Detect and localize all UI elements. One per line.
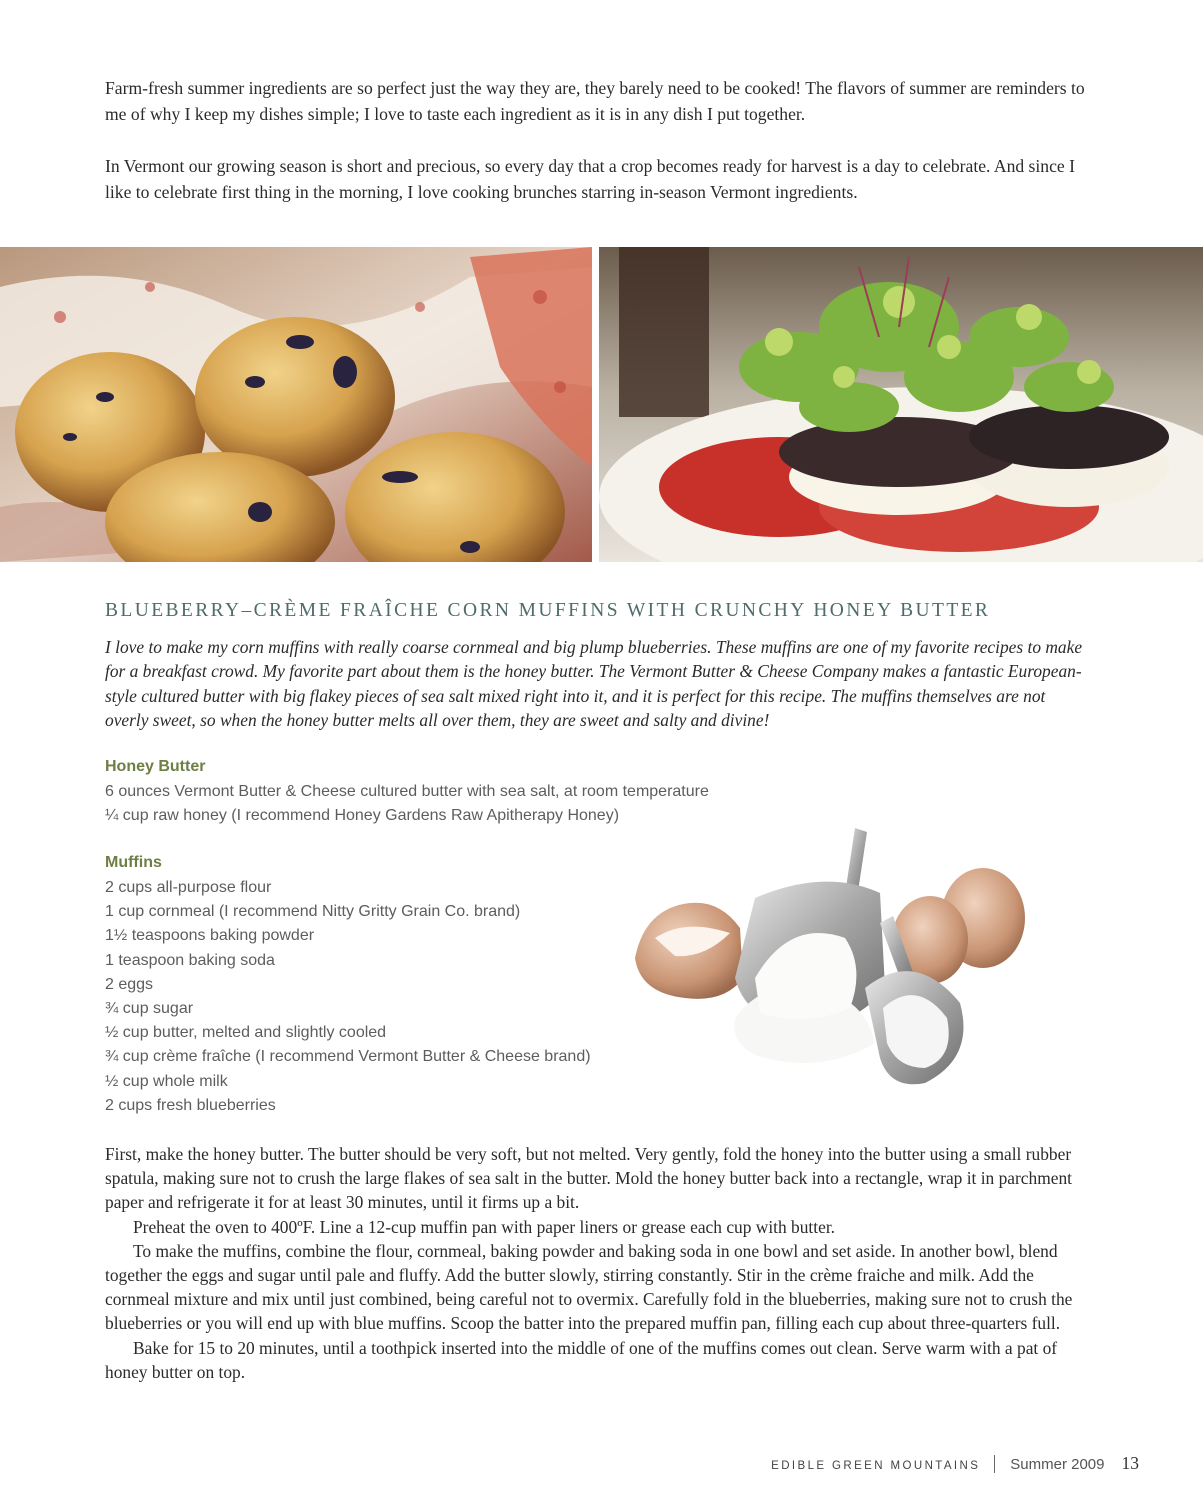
muffins-ingredients — [105, 876, 591, 1118]
ingredient-item: 1½ teaspoons baking powder — [105, 927, 315, 945]
muffins-photo — [0, 247, 592, 562]
flour-eggs-photo — [625, 828, 1025, 1098]
intro-paragraph-2 — [105, 153, 1095, 205]
salad-photo — [599, 247, 1203, 562]
ingredient-item: ½ cup butter, melted and slightly cooled — [105, 1024, 387, 1042]
ingredient-item: ¾ cup crème fraîche (I recommend Vermont Butter & Cheese brand) — [105, 1048, 591, 1066]
recipe-intro: I love to make my corn muffins with really coarse cornmeal and big plump blueberries. These muffins are one of my favorite recipes to make for a breakfast crowd. My favorite part about them is the honey butter. The Vermont Butter & Cheese Company makes a fantastic European-style cultured butter with big flakey pieces of sea salt mixed right into it, and it is perfect for this recipe. The muffins themselves are not overly sweet, so when the honey butter melts all over them, they are sweet and salty and divine! — [105, 637, 1083, 730]
intro-text-1: Farm-fresh summer ingredients are so perfect just the way they are, they barely need to be cooked! The flavors of summer are reminders to me of why I keep my dishes simple; I love to taste each ingredient as it is in any dish I put together. — [105, 78, 1085, 124]
ingredient-item: ¾ cup sugar — [105, 1000, 194, 1018]
ingredient-item: 2 cups fresh blueberries — [105, 1096, 276, 1114]
honey-butter-heading: Honey Butter — [105, 758, 206, 775]
ingredient-item: ¼ cup raw honey (I recommend Honey Gardens Raw Apitherapy Honey) — [105, 807, 620, 825]
footer-divider — [994, 1455, 995, 1473]
ingredient-item: ½ cup whole milk — [105, 1072, 228, 1090]
issue-date: Summer 2009 — [1010, 1456, 1105, 1473]
method-paragraph: Preheat the oven to 400ºF. Line a 12-cup muffin pan with paper liners or grease each cup with butter. — [133, 1216, 835, 1237]
ingredient-item: 6 ounces Vermont Butter & Cheese cultured butter with sea salt, at room temperature — [105, 783, 709, 800]
muffins-heading: Muffins — [105, 854, 162, 871]
method-paragraph: Bake for 15 to 20 minutes, until a toothpick inserted into the middle of one of the muffins comes out clean. Serve warm with a pat of honey butter on top. — [105, 1337, 1058, 1382]
ingredient-item: 2 cups all-purpose flour — [105, 879, 272, 896]
method-paragraph: To make the muffins, combine the flour, cornmeal, baking powder and baking soda in one bowl and set aside. In another bowl, blend together the eggs and sugar until pale and fluffy. Add the butter slowly, stirring constantly. Stir in the crème fraiche and milk. Add the cornmeal mixture and mix until just combined, being careful not to overmix. Carefully fold in the blueberries, making sure not to crush the blueberries or you will end up with blue muffins. Scoop the batter into the prepared muffin pan, filling each cup about three-quarters full. — [105, 1240, 1073, 1334]
intro-paragraph-1 — [105, 75, 1095, 127]
honey-butter-ingredients — [105, 780, 709, 828]
ingredient-item: 2 eggs — [105, 975, 154, 993]
recipe-title: BLUEBERRY–CRÈME FRAÎCHE CORN MUFFINS WITH CRUNCHY HONEY BUTTER — [105, 600, 991, 621]
page-footer — [771, 1453, 1139, 1474]
recipe-method — [105, 1142, 1090, 1384]
ingredient-item: 1 cup cornmeal (I recommend Nitty Gritty Grain Co. brand) — [105, 903, 521, 921]
page-number: 13 — [1121, 1453, 1139, 1473]
ingredient-item: 1 teaspoon baking soda — [105, 951, 275, 969]
intro-text-2: In Vermont our growing season is short and precious, so every day that a crop becomes ready for harvest is a day to celebrate. And since I like to celebrate first thing in the morning, I love cooking brunches starring in-season Vermont ingredients. — [105, 156, 1075, 202]
magazine-name: EDIBLE GREEN MOUNTAINS — [771, 1460, 981, 1472]
method-paragraph: First, make the honey butter. The butter should be very soft, but not melted. Very gently, fold the honey into the butter using a small rubber spatula, making sure not to crush the large flakes of sea salt in the butter. Mold the honey butter back into a rectangle, wrap it in parchment paper and refrigerate it for at least 30 minutes, until it firms up a bit. — [105, 1144, 1072, 1213]
